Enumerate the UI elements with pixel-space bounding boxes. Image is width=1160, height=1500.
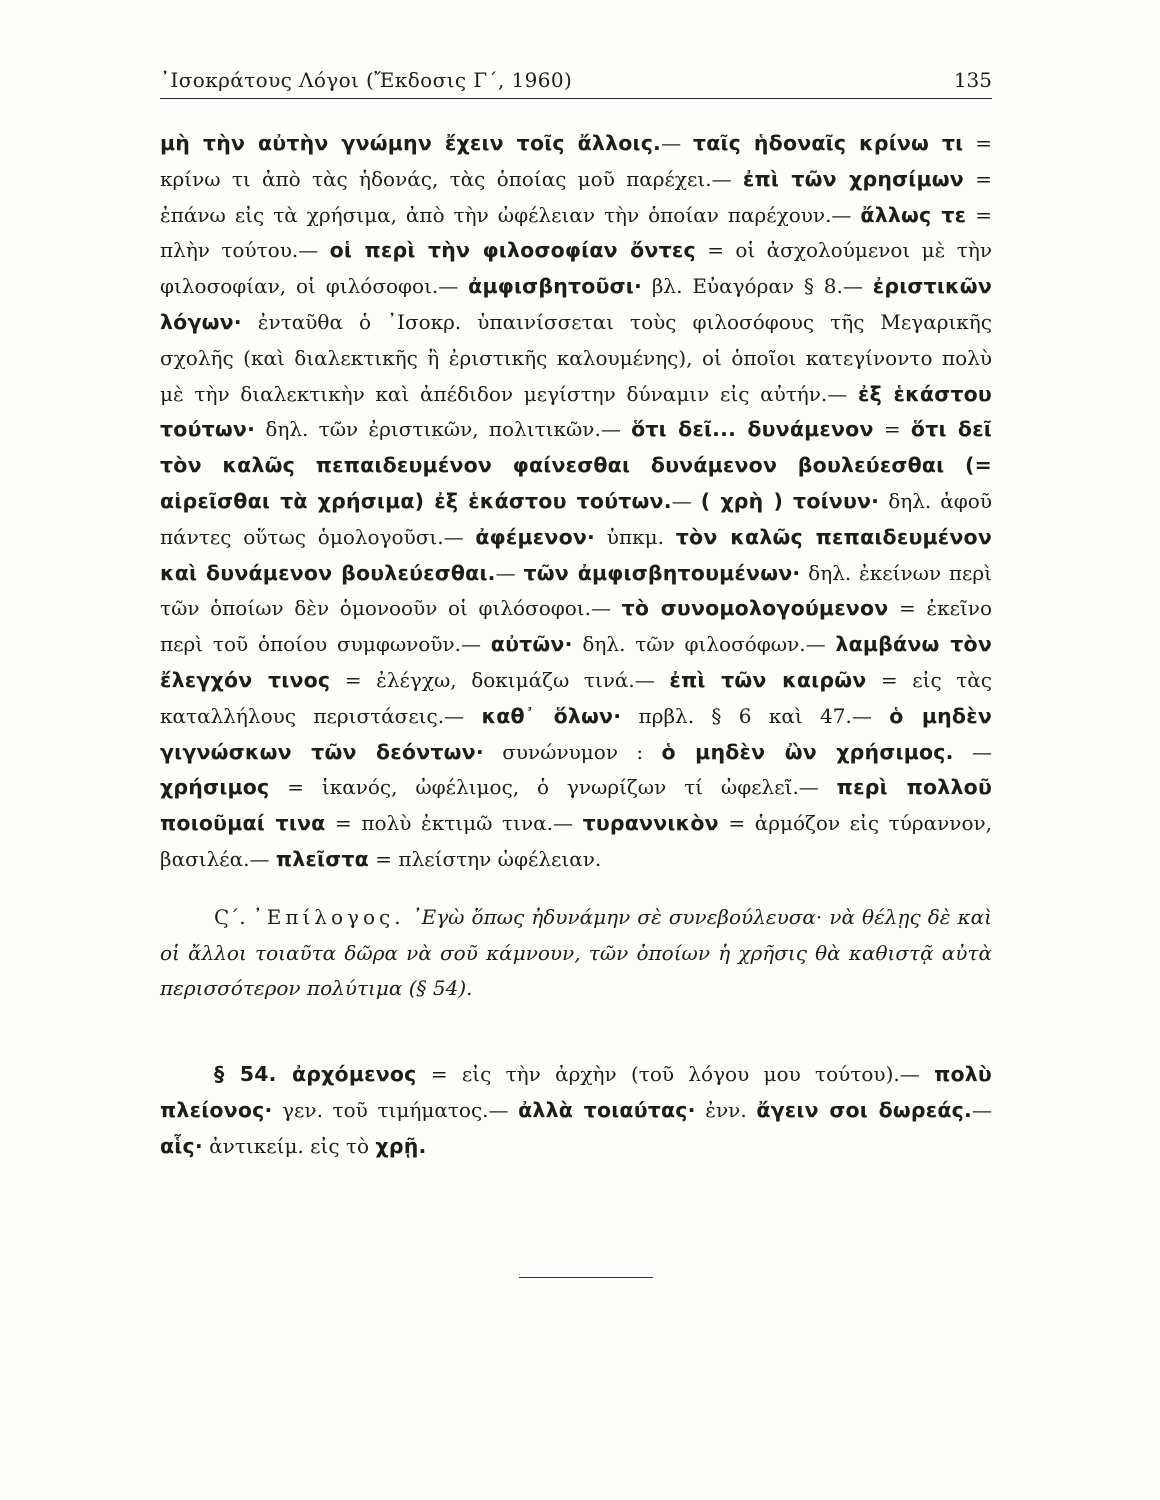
lemma: ἀμφισβητοῦσι· — [468, 274, 642, 299]
gloss: γεν. τοῦ τιμήματος.— — [272, 1097, 519, 1122]
lemma: περὶ πολλοῦ ποιοῦμαί τινα — [160, 775, 992, 836]
gloss: ἐνταῦθα ὁ ᾿Ισοκρ. ὑπαινίσσεται τοὺς φιλοσόφους τῆς Μεγαρικῆς σχολῆς (καὶ διαλεκτικῆς ἢ ἐριστικῆς καλουμένης), οἱ ὁποῖοι κατεγίνοντο πολὺ μὲ τὴν διαλεκτικὴν καὶ ἀπέδιδον μεγίστην δύναμιν εἰς αὐτήν.— — [160, 309, 992, 406]
lemma: χρήσιμος — [160, 775, 270, 800]
lemma: αὐτῶν· — [490, 632, 573, 657]
gloss: = εἰς τὴν ἀρχὴν (τοῦ λόγου μου τούτου).— — [416, 1062, 935, 1087]
running-title: ᾿Ισοκράτους Λόγοι (Ἔκδοσις Γ΄, 1960) — [160, 68, 573, 92]
lemma: χρῇ. — [375, 1133, 427, 1158]
gloss: — — [972, 1097, 993, 1122]
lemma: ἐπὶ τῶν καιρῶν — [669, 667, 867, 692]
lemma: τυραννικὸν — [582, 811, 719, 836]
lemma: ὅτι δεῖ τὸν καλῶς πεπαιδευμένον φαίνεσθαι δυνάμενον βουλεύεσθαι (= αἱρεῖσθαι τὰ χρήσιμα) ἐξ ἑκάστου τούτων. — [160, 417, 992, 513]
lemma: ( χρὴ ) τοίνυν· — [700, 488, 880, 513]
lemma: ταῖς ἡδοναῖς κρίνω τι — [692, 131, 964, 155]
gloss: ἐνν. — [695, 1097, 757, 1122]
commentary-paragraph — [160, 126, 992, 878]
lemma: τὸν καλῶς πεπαιδευμένον καὶ δυνάμενον βουλεύεσθαι. — [160, 524, 992, 585]
epilogue-paragraph — [160, 900, 992, 1007]
gloss: = πολὺ ἐκτιμῶ τινα.— — [325, 811, 583, 836]
lemma: ἀλλὰ τοιαύτας· — [518, 1097, 696, 1122]
gloss: = — [873, 417, 911, 442]
gloss: = πλὴν τούτου.— — [160, 202, 992, 263]
gloss: = εἰς τὰς καταλλήλους περιστάσεις.— — [160, 667, 992, 728]
gloss: συνώνυμον : — [483, 739, 662, 764]
gloss: — — [661, 131, 693, 155]
lemma: § 54. ἀρχόμενος — [214, 1062, 417, 1087]
gloss: δηλ. τῶν ἐριστικῶν, πολιτικῶν.— — [255, 417, 632, 442]
lemma: τῶν ἀμφισβητουμένων· — [523, 560, 801, 585]
gloss: δηλ. ἐκείνων περὶ τῶν ὁποίων δὲν ὁμονοοῦν οἱ φιλόσοφοι.— — [160, 560, 993, 621]
gloss: = ἐλέγχω, δοκιμάζω τινά.— — [330, 667, 670, 692]
gloss: ἀντικείμ. εἰς τὸ — [202, 1133, 376, 1158]
gloss: — — [953, 739, 993, 764]
section-54-paragraph — [160, 1057, 992, 1164]
gloss: = ἁρμόζον εἰς τύραννον, βασιλέα.— — [160, 811, 992, 871]
lemma: ὅτι δεῖ... δυνάμενον — [631, 417, 874, 442]
lemma: αἷς· — [160, 1133, 203, 1158]
gloss: πρβλ. § 6 καὶ 47.— — [621, 703, 890, 728]
gloss: = ἐκεῖνο περὶ τοῦ ὁποίου συμφωνοῦν.— — [160, 596, 993, 657]
lemma: οἱ περὶ τὴν φιλοσοφίαν ὄντες — [329, 238, 696, 263]
lemma: ἄγειν σοι δωρεάς. — [756, 1097, 973, 1122]
gloss: βλ. Εὐαγόραν § 8.— — [641, 274, 873, 299]
lemma: ἐριστικῶν λόγων· — [160, 274, 992, 334]
gloss: = ἱκανός, ὠφέλιμος, ὁ γνωρίζων τί ὠφελεῖ.— — [269, 775, 837, 800]
lemma: πολὺ πλείονος· — [160, 1062, 992, 1122]
epilogue-text: ᾿Εγὼ ὅπως ἠδυνάμην σὲ συνεβούλευσα· νὰ θέλῃς δὲ καὶ οἱ ἄλλοι τοιαῦτα δῶρα νὰ σοῦ κάμνουν, τῶν ὁποίων ἡ χρῆσις θὰ καθιστᾷ αὐτὰ περισσότερον πολύτιμα (§ 54). — [160, 904, 992, 1001]
lemma: ἐπὶ τῶν χρησίμων — [742, 166, 964, 191]
gloss: δηλ. ἀφοῦ πάντες οὕτως ὁμολογοῦσι.— — [160, 488, 992, 549]
lemma: μὴ τὴν αὐτὴν γνώμην ἔχειν τοῖς ἄλλοις. — [160, 131, 662, 155]
gloss: — — [495, 560, 524, 585]
gloss: = ἐπάνω εἰς τὰ χρήσιμα, ἀπὸ τὴν ὠφέλειαν τὴν ὁποίαν παρέχουν.— — [160, 166, 992, 227]
lemma: ἀφέμενον· — [475, 524, 596, 549]
closing-rule — [519, 1277, 653, 1278]
lemma: ὁ μηδὲν γιγνώσκων τῶν δεόντων· — [160, 703, 992, 764]
commentary-text — [160, 126, 992, 1165]
lemma: ὁ μηδὲν ὢν χρήσιμος. — [661, 739, 954, 764]
gloss: = οἱ ἀσχολούμενοι μὲ τὴν φιλοσοφίαν, οἱ φιλόσοφοι.— — [160, 238, 992, 299]
lemma: τὸ συνομολογούμενον — [621, 596, 889, 621]
gloss: δηλ. τῶν φιλοσόφων.— — [572, 632, 836, 657]
lemma: ἐξ ἑκάστου τούτων· — [160, 381, 992, 442]
lemma: λαμβάνω τὸν ἔλεγχόν τινος — [160, 632, 993, 692]
epilogue-heading: ᾿Επίλογος. — [252, 904, 405, 929]
lemma: καθ᾿ ὅλων· — [481, 703, 622, 728]
running-header — [160, 58, 992, 99]
lemma: ἄλλως τε — [860, 202, 967, 227]
gloss: ὑπκμ. — [595, 524, 676, 549]
gloss: — — [671, 488, 701, 513]
lemma: πλεῖστα — [275, 846, 369, 871]
gloss: = πλείστην ὠφέλειαν. — [368, 846, 602, 871]
page-number: 135 — [953, 68, 992, 92]
section-number: Ϛ΄. — [214, 904, 246, 929]
gloss: = κρίνω τι ἀπὸ τὰς ἡδονάς, τὰς ὁποίας μοῦ παρέχει.— — [160, 131, 992, 191]
